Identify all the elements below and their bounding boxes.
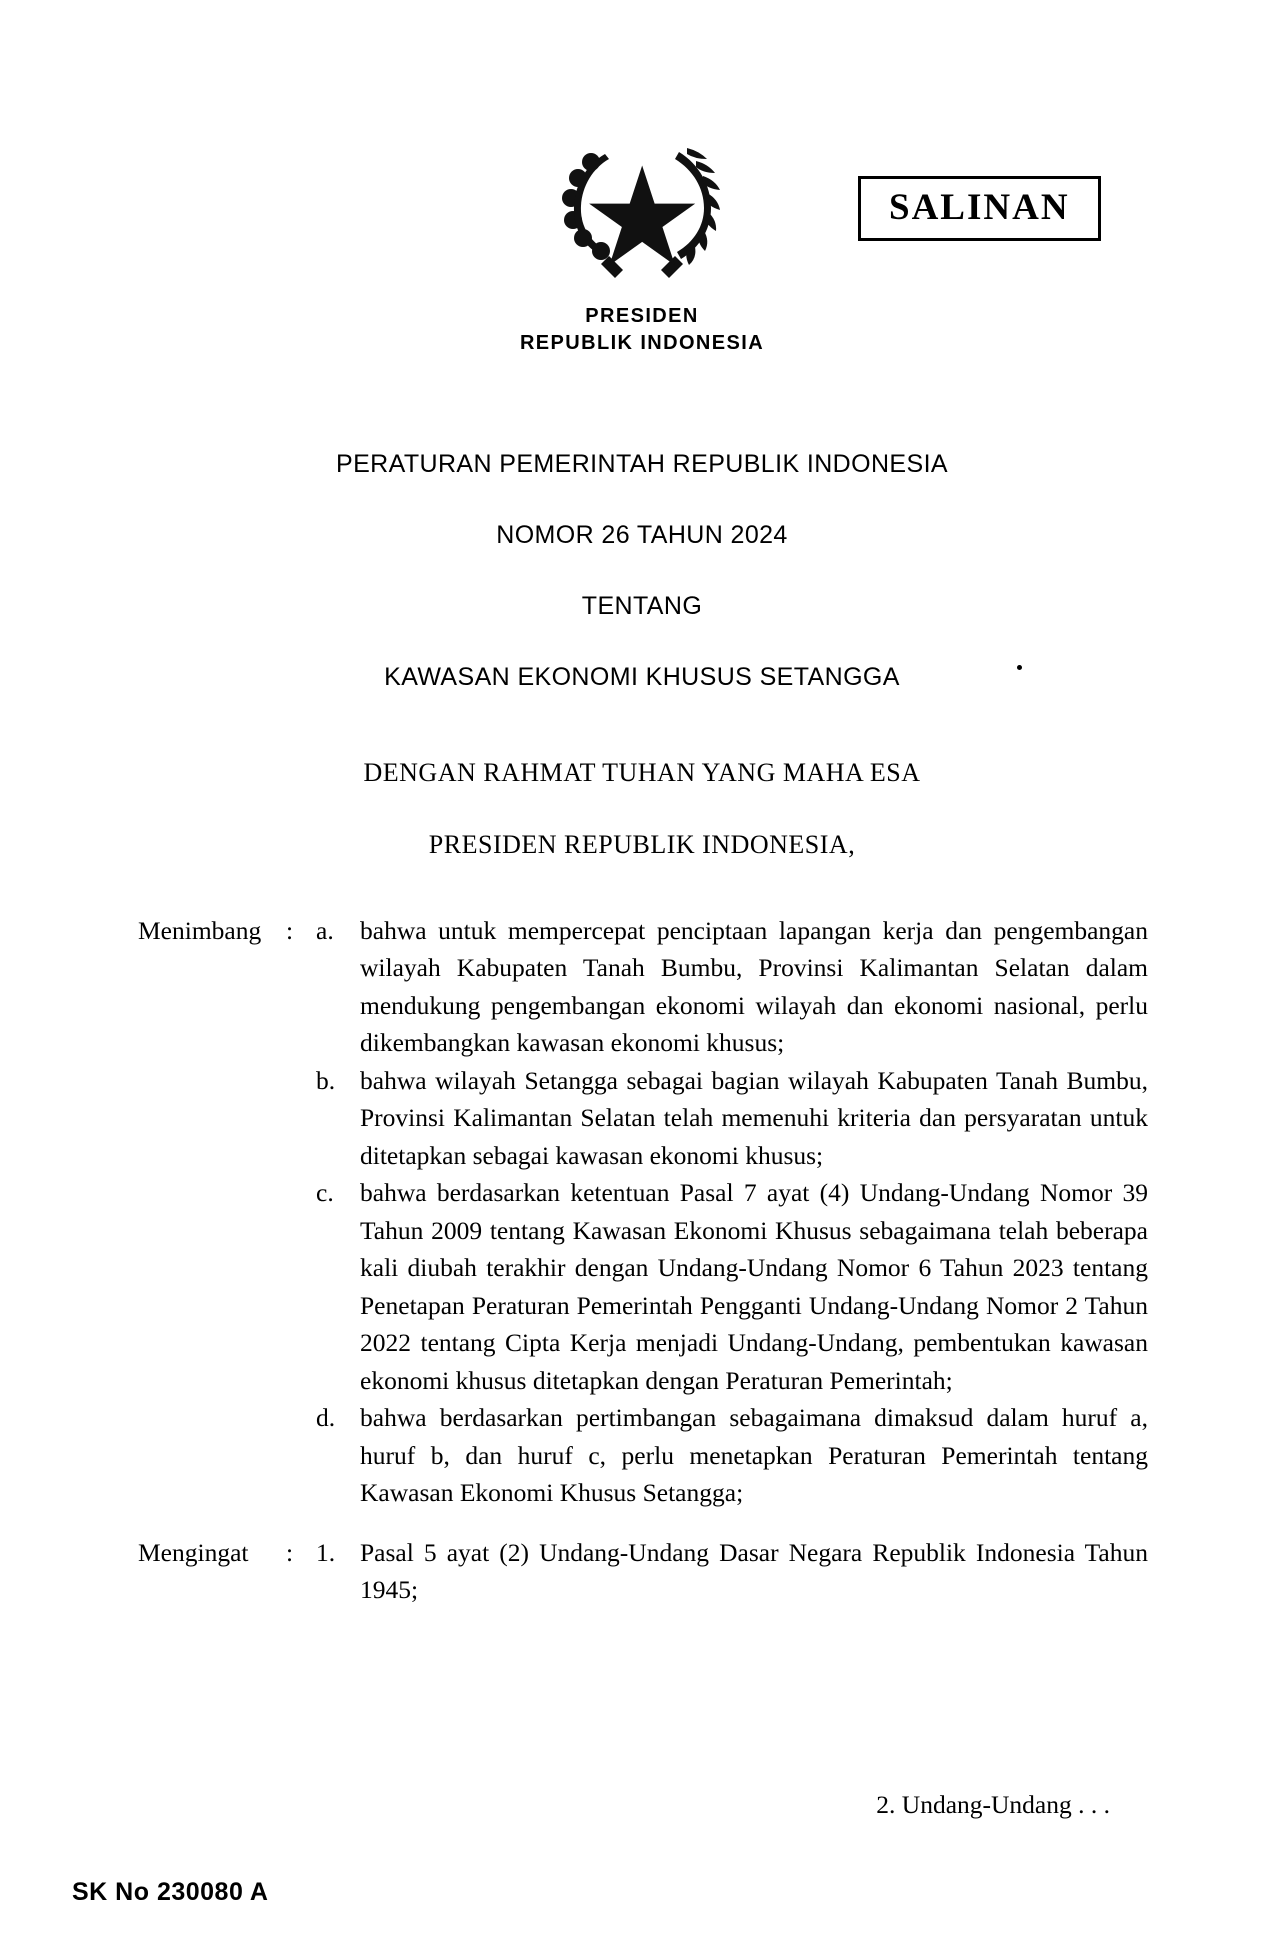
salinan-stamp: SALINAN xyxy=(858,176,1101,241)
title-president: PRESIDEN REPUBLIK INDONESIA, xyxy=(428,830,856,859)
title-subject: KAWASAN EKONOMI KHUSUS SETANGGA xyxy=(384,663,900,691)
mengingat-marker-1: 1. xyxy=(316,1537,336,1567)
institution-line-2: REPUBLIK INDONESIA xyxy=(519,332,765,354)
title-tentang: TENTANG xyxy=(581,592,703,620)
document-title-block xyxy=(0,450,1284,902)
garuda-star-emblem-icon xyxy=(547,128,737,293)
menimbang-text-d: bahwa berdasarkan pertimbangan sebagaimana dimaksud dalam huruf a, huruf b, dan huruf c, perlu menetapkan Peraturan Pemerintah tentang Kawasan Ekonomi Khusus Setangga; xyxy=(360,1403,1148,1508)
stray-dot-mark xyxy=(1017,665,1022,670)
menimbang-colon: : xyxy=(286,916,294,945)
menimbang-text-a: bahwa untuk mempercepat penciptaan lapangan kerja dan pengembangan wilayah Kabupaten Tanah Bumbu, Provinsi Kalimantan Selatan dalam mendukung pengembangan ekonomi wilayah dan ekonomi nasional, perlu dikembangkan kawasan ekonomi khusus; xyxy=(360,916,1148,1058)
title-invocation: DENGAN RAHMAT TUHAN YANG MAHA ESA xyxy=(363,758,921,787)
menimbang-marker-a: a. xyxy=(316,916,334,945)
menimbang-item-c xyxy=(138,1174,1148,1399)
page-continuation-note: 2. Undang-Undang . . . xyxy=(876,1790,1110,1819)
title-regulation-type: PERATURAN PEMERINTAH REPUBLIK INDONESIA xyxy=(336,450,948,478)
menimbang-section xyxy=(138,912,1148,1062)
institution-line-1: PRESIDEN xyxy=(585,305,699,327)
menimbang-marker-c: c. xyxy=(316,1178,334,1208)
mengingat-text-1: Pasal 5 ayat (2) Undang-Undang Dasar Negara Republik Indonesia Tahun 1945; xyxy=(360,1537,1148,1605)
menimbang-label: Menimbang xyxy=(138,916,262,945)
menimbang-item-d xyxy=(138,1399,1148,1511)
menimbang-text-c: bahwa berdasarkan ketentuan Pasal 7 ayat (4) Undang-Undang Nomor 39 Tahun 2009 tentang Kawasan Ekonomi Khusus sebagaimana telah beberapa kali diubah terakhir dengan Undang-Undang Nomor 6 Tahun 2023 tentang Penetapan Peraturan Pemerintah Pengganti Undang-Undang Nomor 2 Tahun 2022 tentang Cipta Kerja menjadi Undang-Undang, pembentukan kawasan ekonomi khusus ditetapkan dengan Peraturan Pemerintah; xyxy=(360,1178,1148,1395)
title-number: NOMOR 26 TAHUN 2024 xyxy=(496,521,788,549)
document-code: SK No 230080 A xyxy=(72,1878,269,1906)
mengingat-section xyxy=(138,1534,1148,1609)
menimbang-marker-b: b. xyxy=(316,1065,336,1095)
menimbang-marker-d: d. xyxy=(316,1403,336,1433)
document-body xyxy=(138,912,1148,1609)
menimbang-item-b xyxy=(138,1062,1148,1174)
mengingat-label: Mengingat xyxy=(138,1537,249,1567)
menimbang-text-b: bahwa wilayah Setangga sebagai bagian wilayah Kabupaten Tanah Bumbu, Provinsi Kalimantan Selatan telah memenuhi kriteria dan persyaratan untuk ditetapkan sebagai kawasan ekonomi khusus; xyxy=(360,1065,1148,1170)
document-header xyxy=(0,128,1284,355)
mengingat-colon: : xyxy=(286,1537,294,1567)
